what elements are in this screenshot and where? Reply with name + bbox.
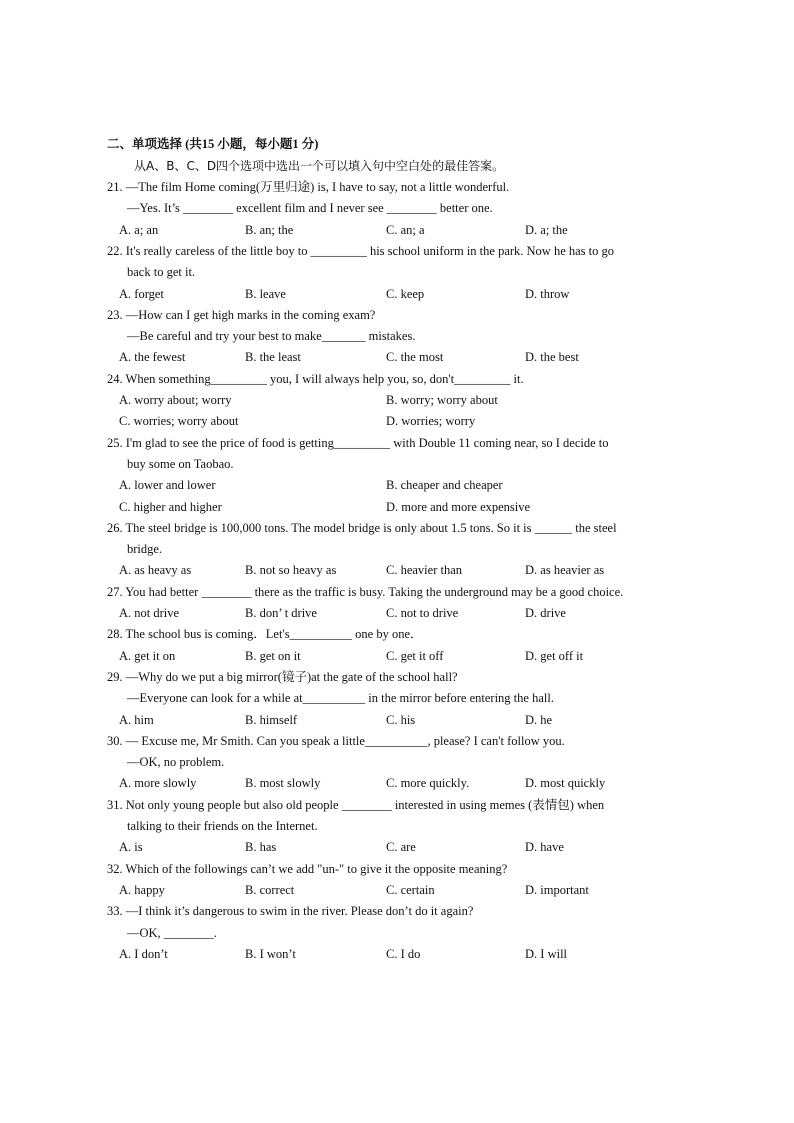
answer-option: B. get on it xyxy=(245,648,301,663)
answer-option: B. most slowly xyxy=(245,776,321,791)
answer-option: A. lower and lower xyxy=(119,478,216,493)
answer-option: A. happy xyxy=(119,882,165,897)
answer-option: A. forget xyxy=(119,286,164,301)
answer-option: C. are xyxy=(386,840,416,855)
answer-option: C. worries; worry about xyxy=(119,414,239,429)
answer-option: A. more slowly xyxy=(119,776,197,791)
answer-option: C. get it off xyxy=(386,648,444,663)
answer-option: B. correct xyxy=(245,882,295,897)
question-stem: 30. — Excuse me, Mr Smith. Can you speak a little__________, please? I can't follow you. xyxy=(107,733,565,748)
answer-option: A. the fewest xyxy=(119,350,186,365)
answer-option: D. drive xyxy=(525,606,566,620)
answer-option: B. worry; worry about xyxy=(386,393,498,407)
answer-option: D. get off it xyxy=(525,648,584,663)
answer-option: A. him xyxy=(119,712,154,727)
question-line: talking to their friends on the Internet. xyxy=(127,819,318,833)
answer-option: D. have xyxy=(525,840,564,855)
question-stem: 22. It's really careless of the little boy to _________ his school uniform in the park. Now he has to go xyxy=(107,243,615,258)
answer-option: C. more quickly. xyxy=(386,776,470,791)
question-stem: 24. When something_________ you, I will always help you, so, don't_________ it. xyxy=(107,371,524,386)
answer-option: A. get it on xyxy=(119,648,176,663)
answer-option: D. more and more expensive xyxy=(386,499,531,514)
question-stem: 21. —The film Home coming(万里归途) is, I have to say, not a little wonderful. xyxy=(107,180,510,194)
answer-option: C. an; a xyxy=(386,222,425,237)
question-stem: 25. I'm glad to see the price of food is getting_________ with Double 11 coming near, so I decide to xyxy=(107,435,609,450)
answer-option: D. important xyxy=(525,882,589,897)
question-line: —Everyone can look for a while at__________ in the mirror before entering the hall. xyxy=(127,691,554,706)
question-stem: 31. Not only young people but also old people ________ interested in using memes (表情包) when xyxy=(107,797,605,812)
answer-option: A. a; an xyxy=(119,222,159,237)
answer-option: B. I won’t xyxy=(245,946,296,961)
section-instruction: 从A、B、C、D四个选项中选出一个可以填入句中空白处的最佳答案。 xyxy=(134,159,505,173)
question-line: bridge. xyxy=(127,542,163,557)
answer-option: B. don’ t drive xyxy=(245,606,317,620)
answer-option: C. not to drive xyxy=(386,606,459,620)
answer-option: B. himself xyxy=(245,712,298,727)
question-stem: 32. Which of the followings can’t we add "un-" to give it the opposite meaning? xyxy=(107,861,508,876)
question-stem: 28. The school bus is coming．Let's__________ one by one． xyxy=(107,627,423,642)
answer-option: B. not so heavy as xyxy=(245,563,337,578)
answer-option: A. as heavy as xyxy=(119,563,192,578)
question-stem: 27. You had better ________ there as the traffic is busy. Taking the underground may be a good choice. xyxy=(107,584,624,599)
answer-option: C. higher and higher xyxy=(119,499,222,514)
question-stem: 29. —Why do we put a big mirror(镜子)at the gate of the school hall? xyxy=(107,669,458,684)
answer-option: D. the best xyxy=(525,350,579,365)
answer-option: D. most quickly xyxy=(525,776,606,791)
answer-option: B. leave xyxy=(245,286,286,301)
question-stem: 33. —I think it’s dangerous to swim in the river. Please don’t do it again? xyxy=(107,904,474,919)
question-stem: 26. The steel bridge is 100,000 tons. The model bridge is only about 1.5 tons. So it is ______ the steel xyxy=(107,520,617,535)
question-line: —Yes. It’s ________ excellent film and I never see ________ better one. xyxy=(127,201,493,216)
answer-option: D. I will xyxy=(525,946,568,961)
answer-option: D. throw xyxy=(525,286,570,301)
answer-option: B. has xyxy=(245,840,277,855)
answer-option: B. cheaper and cheaper xyxy=(386,478,503,493)
answer-option: B. an; the xyxy=(245,222,294,237)
question-line: buy some on Taobao. xyxy=(127,456,234,471)
answer-option: C. keep xyxy=(386,286,425,301)
question-line: back to get it. xyxy=(127,265,196,280)
answer-option: A. I don’t xyxy=(119,946,168,961)
answer-option: A. not drive xyxy=(119,606,180,620)
answer-option: B. the least xyxy=(245,350,301,365)
answer-option: D. a; the xyxy=(525,222,568,237)
question-stem: 23. —How can I get high marks in the coming exam? xyxy=(107,307,376,322)
question-line: —OK, ________. xyxy=(127,925,217,940)
answer-option: A. worry about; worry xyxy=(119,393,232,407)
answer-option: D. he xyxy=(525,712,553,727)
answer-option: C. I do xyxy=(386,946,421,961)
answer-option: C. the most xyxy=(386,350,444,365)
section-title: 二、单项选择 (共15 小题，每小题1 分) xyxy=(107,137,319,151)
answer-option: C. his xyxy=(386,712,416,727)
answer-option: D. worries; worry xyxy=(386,414,476,429)
answer-option: A. is xyxy=(119,840,143,855)
question-line: —OK, no problem. xyxy=(127,755,225,770)
answer-option: D. as heavier as xyxy=(525,563,605,578)
answer-option: C. heavier than xyxy=(386,563,463,578)
question-line: —Be careful and try your best to make_______ mistakes. xyxy=(127,329,416,344)
answer-option: C. certain xyxy=(386,882,435,897)
